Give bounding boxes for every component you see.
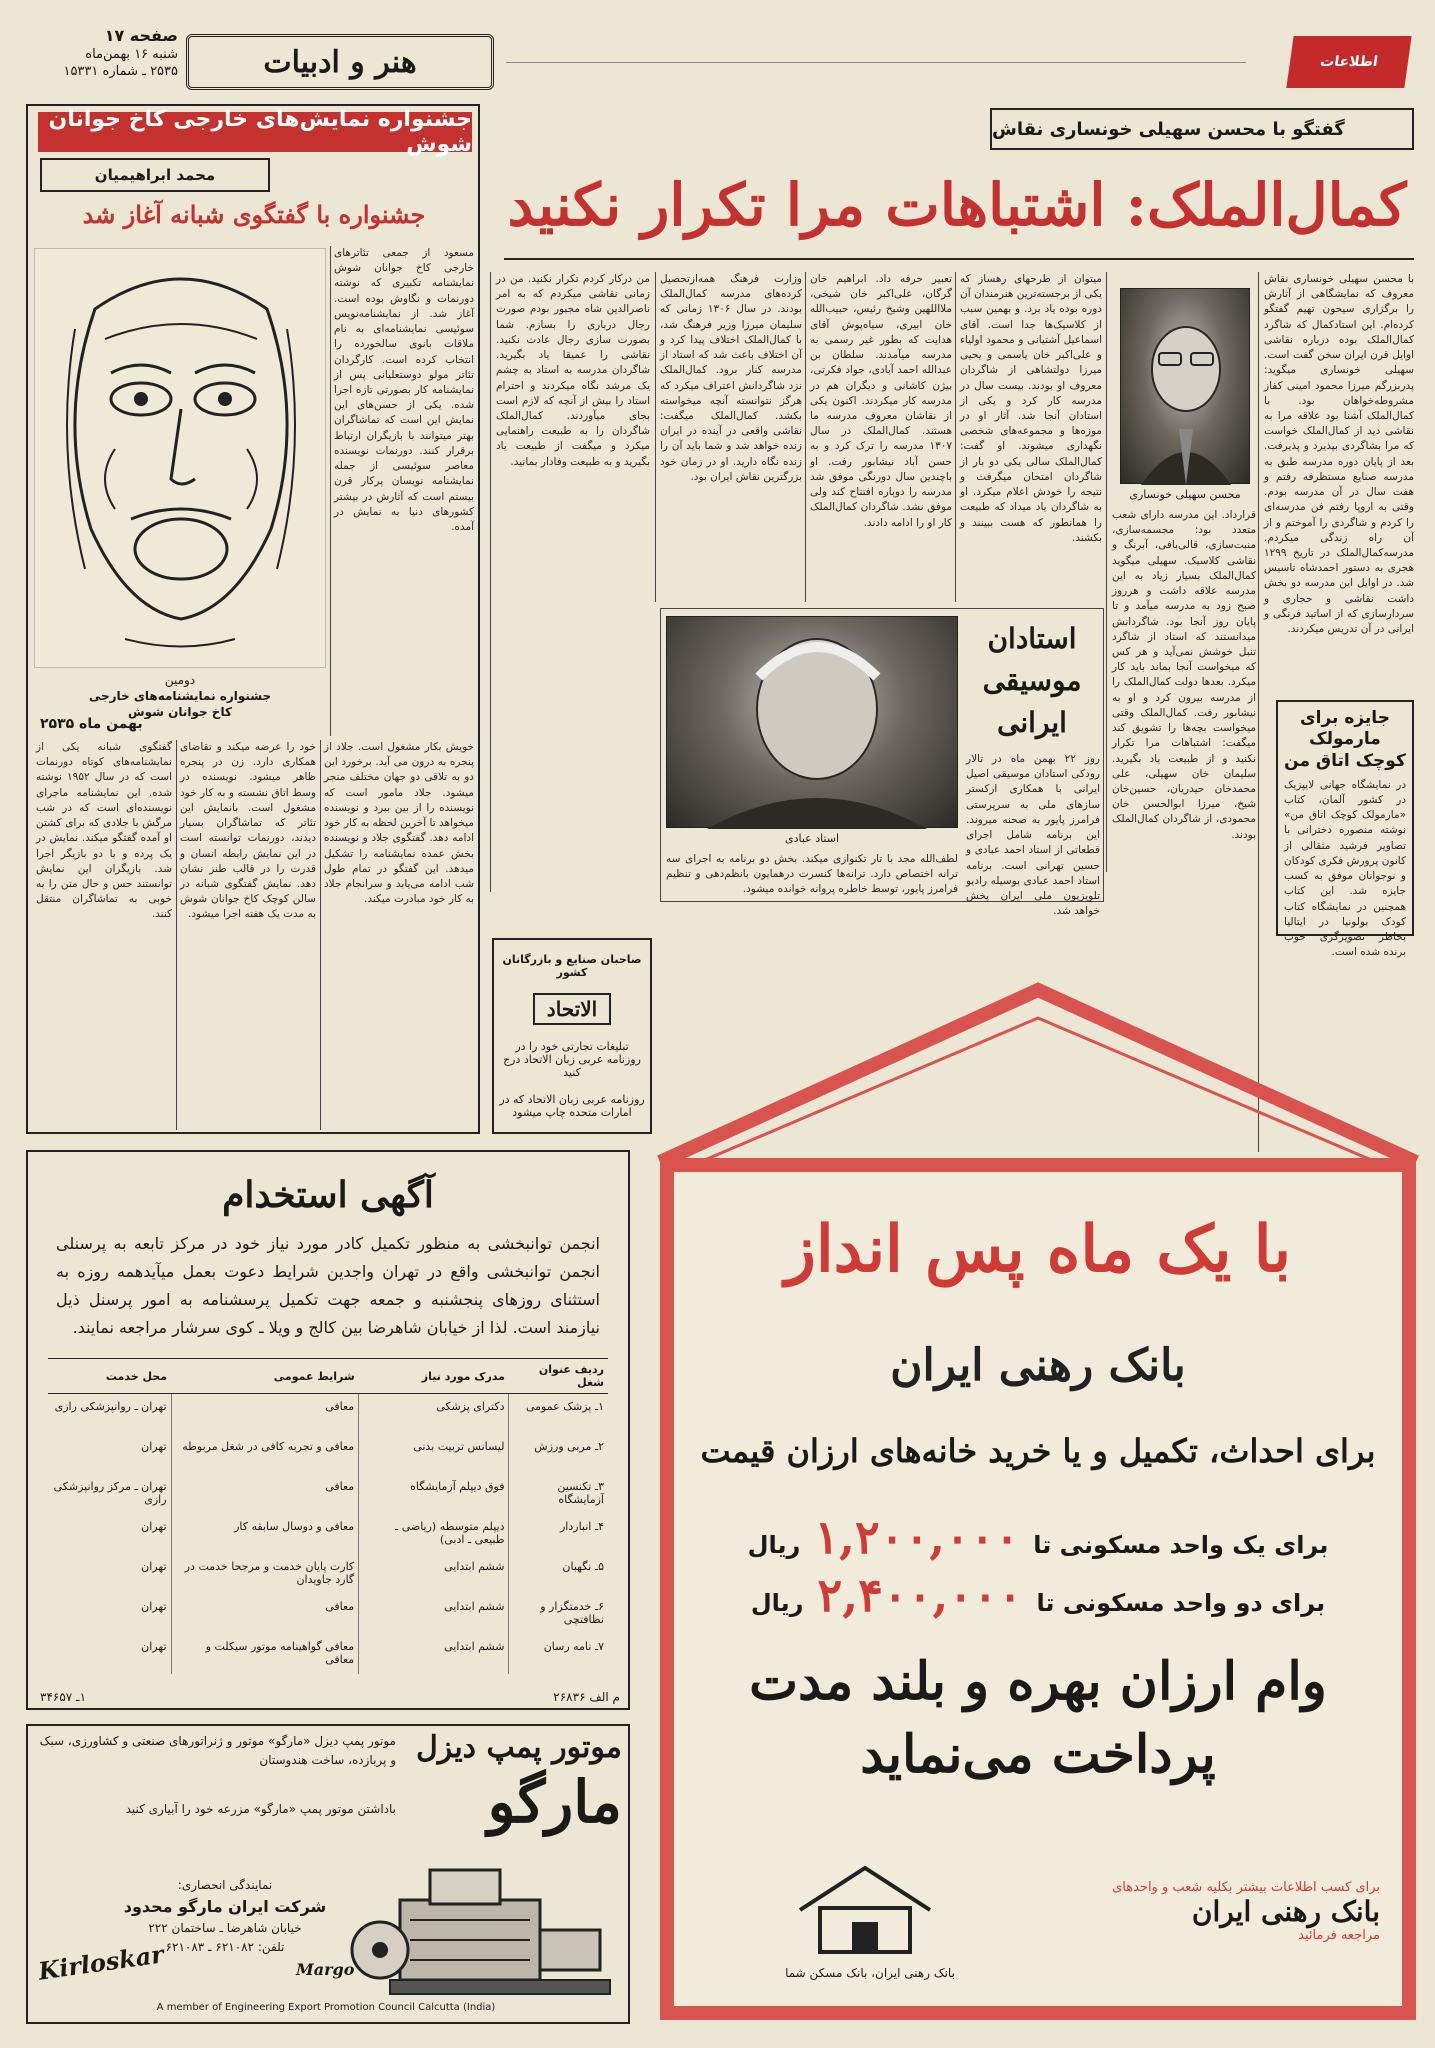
festival-divider-1: [330, 246, 331, 736]
table-row: [48, 1434, 608, 1474]
bank-row-1: [680, 1510, 1396, 1564]
bank-row-2: [680, 1568, 1396, 1622]
article-divider-5: [655, 272, 656, 602]
job-cell: تهران: [141, 1559, 167, 1573]
article-column-3: میتوان از طرحهای رهساز که یکی از برجسته‌ترین هنرمندان آن دوره بوده یاد برد. و بهمین سبب از کلاسیک‌ها جدا است. آقای اسماعیل آشتیانی و محمود اولیاء و علی‌اکبر خان یاسمی و یحیی میرزا دولتشاهی از شاگردان معروف او بودند. بیست سال در مدرسه کار کرد و یکی از استادان آنجا شد. آثار او در موزه‌ها و مجموعه‌های شخصی نگهداری میشوند. او گفت: کمال‌الملک سالی یکی دو بار از شاگردان امتحان میگرفت و نتیجه را خودش اعلام میکرد. او به شاگردان یاد میداد که طبیعت را همانطور که هست ببینند و بکشند.: [960, 273, 1102, 544]
bank-row-1-label: برای یک واحد مسکونی تا: [1033, 1531, 1329, 1559]
header-rule: [506, 62, 1246, 63]
job-cell: ششم ابتدایی: [359, 1554, 509, 1594]
article-headline: کمال‌الملک: اشتباهات مرا تکرار نکنید: [507, 171, 1407, 239]
table-row: [48, 1594, 608, 1634]
article-divider-6: [490, 272, 491, 892]
prize-title: جایزه برای مارمولک کوچک اتاق من: [1284, 708, 1406, 771]
poster-line-1: دومین: [164, 673, 196, 687]
job-cell: ۵ـ نگهبان: [509, 1554, 608, 1594]
bank-subline: برای احداث، تکمیل و یا خرید خانه‌های ارزان قیمت: [700, 1432, 1376, 1470]
job-cell: ششم ابتدایی: [359, 1594, 509, 1634]
bank-row-2-label: برای دو واحد مسکونی تا: [1036, 1589, 1326, 1617]
festival-column-b: خویش بکار مشغول است. جلاد از پنجره به درون می آید. برخورد این دو به تلاقی دو جهان مختلف منجر میشود. جلاد مامور است که نویسنده را از بین ببرد و نویسنده میخواهد تا آخرین لحظه به کار خود ادامه دهد. گفتگوی جلاد و نویسنده بخش عمده نمایشنامه را تشکیل میدهد. این گفتگو در تمام طول شب ادامه می‌یابد و سرانجام جلاد به کار خود مبادرت میکند.: [324, 741, 474, 906]
job-cell: معافی: [171, 1474, 359, 1514]
festival-column-d: گفتگوی شبانه یکی از نمایشنامه‌های کوتاه دورنمات است که در سال ۱۹۵۲ نوشته شده. این نمایشنامه ماجرای نویسنده‌ای است که در شب مرگش با جلادی که برای کشتن او آمده گفتگو میکند. نمایش در یک پرده و با دو بازیگر اجرا شد. بازیگران این نمایش توانستند حس و حال متن را به خوبی به تماشاگران منتقل کنند.: [36, 741, 172, 921]
prize-box: [1276, 700, 1414, 959]
bank-row-1-amount: ۱,۲۰۰,۰۰۰: [814, 1510, 1020, 1564]
section-title-box: [186, 34, 494, 90]
festival-headline: جشنواره با گفتگوی شبانه آغاز شد: [82, 200, 426, 229]
job-cell: فوق دیپلم آزمایشگاه: [359, 1474, 509, 1514]
music-title-line-1: استادان: [987, 622, 1077, 655]
pump-agent: شرکت ایران مارگو محدود: [123, 1896, 327, 1916]
job-cell: ۶ـ خدمتگزار و نظافتچی: [509, 1594, 608, 1634]
job-cell: ششم ابتدایی: [359, 1634, 509, 1674]
music-column-2: لطف‌الله مجد با تار تکنوازی میکند. بخش دو برنامه به اجرای سه ترانه اختصاص دارد. ترانه‌ها کنسرت درهمایون بانظم‌دهی و تنظیم فرامرز پایور، توسط خاطره پروانه خوانده میشود.: [666, 853, 958, 896]
house-icon: [790, 1860, 940, 1960]
portrait-caption: محسن سهیلی خونساری: [1129, 488, 1241, 501]
portrait-soheili-figure: [1121, 289, 1251, 485]
job-cell: معافی: [171, 1594, 359, 1634]
bank-info-block: [1080, 1880, 1380, 1943]
festival-banner: [38, 107, 472, 157]
job-col-location: محل خدمت: [48, 1359, 171, 1394]
bank-loan-line-2: پرداخت می‌نماید: [860, 1723, 1216, 1785]
job-ad: [26, 1150, 630, 1710]
job-col-conditions: شرایط عمومی: [171, 1359, 359, 1394]
newspaper-logo: [1286, 36, 1411, 88]
pump-brand: مارگو: [487, 1768, 622, 1836]
music-title: [966, 618, 1098, 744]
ebadi-caption: استاد عبادی: [784, 832, 840, 845]
table-row: [48, 1514, 608, 1554]
job-ad-code-right: م الف ۲۶۸۳۶: [553, 1690, 620, 1704]
pump-address: خیابان شاهرضا ـ ساختمان ۲۲۲: [148, 1921, 302, 1936]
job-cell: کارت پایان خدمت و مرجحا خدمت در گارد جاویدان: [171, 1554, 359, 1594]
article-column-1: با محسن سهیلی خونساری نقاش معروف که نمایشگاهی از آثارش را برگزاری سیحون تهیم گفتگو کرده‌ام. این استادکمال که شاگرد کمال‌الملک بوده درباره نقاشی اوایل قرن ایران سخن گفت است. سهیلی خونساری میگوید: پدربزرگم میرزا محمود امینی کفاز مشروطه‌خواهان بود. با کمال‌الملک آشنا بود علاقه مرا به نقاشی دید از کمال‌الملک خواست که مرا بشاگردی بپذیرد و پذیرفت. بعد از پایان دوره مدرسه طبق به مدرسه صنایع مستظرفه رفتم و هفت سال در آن مدرسه بودم. وقتی به اروپا رفتم فن مدرسه‌ای را کردم و شاگردی را آموختم و از آن راه زندگی میکردم. مدرسه‌کمال‌الملک در تاریخ ۱۲۹۹ هجری به دستور احمدشاه تاسیس شد. در اوایل این مدرسه دو بخش داشت نقاشی و حجاری و سردارسازی که از اساتید فرنگی و ایرانی در آن تدریس میکردند.: [1264, 273, 1414, 636]
table-row: [48, 1394, 608, 1434]
bank-house-logo: [790, 1860, 940, 1960]
promo-line-1: صاحبان صنایع و بازرگانان کشور: [502, 953, 642, 980]
job-table-header: [48, 1359, 608, 1394]
article-divider-3: [955, 272, 956, 602]
job-ad-body: انجمن توانبخشی به منظور تکمیل کادر مورد نیاز خود در مرکز تابعه به پرسنلی انجمن توانبخشی واقع در تهران واجدین شرایط دعوت بعمل میآیدهمه روزه به استثنای روزهای پنجشنبه و جمعه جهت تکمیل پرسشنامه به امور پرسنل ذیل نیازمند است. لذا از خیابان شاهرضا بین کالج و ویلا ـ کوی سرشار مراجعه نمایند.: [56, 1234, 600, 1337]
pump-phone: تلفن: ۶۲۱۰۸۲ ـ ۶۲۱۰۸۳: [165, 1939, 285, 1954]
festival-column-a: مسعود از جمعی تئاتر‌های خارجی کاخ جوانان شوش نمایشنامه تکبیری که نوشته دورنمات و نگاوش بوده است. آغاز شد. از نمایشنامه‌نویس سوئیسی نمایشنامه‌ای به نام ملاقات بانوی سالخورده را انتخاب کرده است. کارگردان تئاتر مولو دوستعلیانی پس از نمایشنامه کار بصورتی تازه اجرا شده. یکی از حسن‌های این نمایش این است که تماشاگران بهتر میتوانند با بازیگران ارتباط برقرار کنند. دورنمات نویسنده معاصر سوئیسی از جمله نمایشنامه نویسان پرکار قرن بیستم است که آثارش در بیشتر کشورهای دنیا به نمایش در آمده.: [334, 247, 474, 533]
pump-mid-text: باداشتن موتور پمپ «مارگو» مزرعه خود را آبیاری کنید: [125, 1802, 396, 1816]
job-cell: تهران ـ روانپزشکی رازی: [54, 1400, 167, 1413]
headline-rule: [504, 258, 1414, 260]
festival-divider-3: [320, 740, 321, 1130]
job-cell: تهران: [141, 1639, 167, 1653]
bank-row-2-currency: ریال: [750, 1589, 804, 1617]
job-ad-code-left: ۱ـ ۳۴۶۵۷: [40, 1690, 87, 1704]
bank-headline: با یک ماه پس انداز: [784, 1212, 1292, 1287]
promo-logo: الاتحاد: [533, 993, 611, 1025]
article-column-5: وزارت فرهنگ همه‌ازتحصیل کرده‌های مدرسه کمال‌الملک بودند. در سال ۱۳۰۶ زمانی که سلیمان میرزا وزیر فرهنگ شد، با کمال‌الملک اختلاف پیدا کرد و آن اختلاف باعث شد که استاد از مدرسه کنار برود. کمال‌الملک نزد شاگردانش اعتراف میکرد که هرگز نتوانسته آنچه میخواسته بکشد. کمال‌الملک میگفت: نقاشی واقعی در آینده در ایران زنده خواهد شد و شما باید آن را زنده نگاه دارید. او در زمان خود بزرگترین نقاش ایران بود.: [660, 273, 802, 483]
music-title-line-2: موسیقی: [982, 664, 1082, 697]
photo-ebadi-figure: [667, 617, 959, 829]
sketch-face-drawing: [35, 249, 327, 669]
prize-text: در نمایشگاه جهانی لایپزیک در کشور آلمان، کتاب «مارمولک کوچک اتاق من» نوشته منصوره دخترانی با تصاویر فرشید مثقالی از کانون پرورش فکری کودکان و نوجوانان موفق به کسب جایزه شد. این کتاب همچنین در نمایشگاه کتاب کودک بولونیا در ایتالیا بخاطر تصویرگری خوب برنده شده است.: [1284, 778, 1406, 959]
job-cell: دکترای پزشکی: [359, 1394, 509, 1434]
job-cell: ۲ـ مربی ورزش: [509, 1434, 608, 1474]
job-ad-title: آگهی استخدام: [222, 1174, 434, 1216]
bank-name: بانک رهنی ایران: [890, 1340, 1186, 1391]
job-cell: معافی: [171, 1394, 359, 1434]
festival-sketch: [34, 248, 326, 668]
bank-info-refer: مراجعه فرمائید: [1298, 1928, 1380, 1943]
job-cell: معافی و دوسال سابقه کار: [171, 1514, 359, 1554]
article-divider-4: [805, 272, 806, 602]
bank-loan-line-1: وام ارزان بهره و بلند مدت: [749, 1651, 1327, 1712]
job-cell: ۴ـ انباردار: [509, 1514, 608, 1554]
article-column-2: قرارداد. این مدرسه دارای شعب متعدد بود: مجسمه‌سازی، منبت‌سازی، قالی‌بافی، آبرنگ و نقاشی کلاسیک. سهیلی میگوید کمال‌الملک بسیار زیاد به این مدرسه علاقه داشت و هرروز صبح زود به مدرسه میآمد و تا پایان روز آنجا بود. شاگردانش میدانستند که استاد از شاگرد تنبل خوشش نمی‌آید و هر کس که میخواست آنجا بماند باید کار میکرد. بعدها دولت کمال‌الملک را از مدرسه بیرون کرد و او به نیشابور رفت. کمال‌الملک وقتی میخواست بچه‌ها را تشویق کند میگفت: اشتباهات مرا تکرار نکنید و از طبیعت یاد بگیرید. سلیمان خان سهیلی، علی محمدخان حیدریان، حسین‌خان شیخ، میرزا ابوالحسن خان محمودی، از شاگردان کمال‌الملک بودند.: [1112, 509, 1256, 841]
table-row: [48, 1634, 608, 1674]
article-column-6: من درکار کردم تکرار نکنید. من در زمانی نقاشی میکردم که به امر ناصرالدین شاه مجبور بودم صورت رجال درباری را بسازم. شما بصورت سازی رجال عادت نکنید. نقاشی را عمیقا یاد بگیرید. شاگردان مدرسه به استاد به چشم یک مرشد نگاه میکردند و احترام استاد را بیش از آنچه که لازم است بجای میآوردند. کمال‌الملک شاگردان را به طبیعت راهنمایی میکرد و میگفت از طبیعت یاد بگیرید و به طبیعت وفادار بمانید.: [496, 273, 650, 468]
issue-line: ۲۵۳۵ ـ شماره ۱۵۳۳۱: [63, 63, 178, 79]
job-cell: تهران: [141, 1519, 167, 1533]
job-cell: معافی گواهینامه موتور سیکلت و معافی: [171, 1634, 359, 1674]
alettehad-promo: [492, 938, 652, 1134]
bank-ad-roof: [660, 982, 1416, 1182]
table-row: [48, 1554, 608, 1594]
article-divider-2: [1106, 272, 1107, 872]
job-col-degree: مدرک مورد نیاز: [359, 1359, 509, 1394]
job-cell: تهران: [141, 1599, 167, 1613]
job-cell: ۷ـ نامه رسان: [509, 1634, 608, 1674]
poster-line-2: جشنواره نمایشنامه‌های خارجی: [88, 689, 272, 704]
promo-line-3: روزنامه عربی زبان الاتحاد که در امارات متحده چاپ میشود: [499, 1092, 645, 1119]
table-row: [48, 1474, 608, 1514]
poster-line-3: کاخ جوانان شوش: [128, 705, 232, 720]
poster-date: بهمن ماه ۲۵۳۵: [40, 716, 143, 732]
bank-loan: [680, 1646, 1396, 1792]
job-cell: معافی و تجربه کافی در شغل مربوطه: [171, 1434, 359, 1474]
kirloskar-logo: Kirloskar: [36, 1939, 166, 1986]
music-title-line-3: ایرانی: [997, 706, 1067, 739]
promo-line-2: تبلیغات تجارتی خود را در روزنامه عربی زبان الاتحاد درج کنید: [503, 1039, 641, 1079]
article-kicker-box: [990, 108, 1414, 150]
job-cell: لیسانس تربیت بدنی: [359, 1434, 509, 1474]
festival-author: محمد ابراهیمیان: [94, 166, 216, 184]
page-info: [28, 26, 178, 81]
pump-footnote: A member of Engineering Export Promotion Council Calcutta (India): [156, 2002, 496, 2013]
pump-title: موتور پمپ دیزل: [415, 1730, 622, 1765]
festival-banner-text: جشنواره نمایش‌های خارجی کاخ جوانان شوش: [48, 107, 472, 157]
pump-engine-drawing: [350, 1860, 620, 2010]
festival-column-c: خود را عرضه میکند و تقاضای همکاری دارد. زن در پنجره ظاهر میشود. نویسنده در وسط اتاق نشسته و به کار خود مشغول است. بانمایش این تئاتر که تماشاگران بسیار دیدند، دورنمات توانسته است در این نمایش رابطه انسان و قدرت را در قالب طنز نشان دهد. نمایش گفتگوی شبانه در سالن کوچک کاخ جوانان شوش به مدت یک هفته اجرا میشود.: [180, 741, 316, 921]
bank-info-red: برای کسب اطلاعات بیشتر بکلیه شعب و واحدهای: [1112, 1880, 1380, 1895]
job-cell: تهران: [141, 1439, 167, 1453]
article-column-4: تعبیر حرفه داد. ابراهیم خان گرگان، علی‌اکبر خان شیخی، ملااللهین وشیخ رئیس، حبیب‌الله خان ابیری، سیاه‌پوش آقای هدایت که بطور غیر رسمی به مدرسه میآمدند. سلطان بن عبدالله احمد آبادی، جواد فکرتی، بیژن کاشانی و دیگران هم در مدرسه کار میکردند. اکنون یکی از نقاشان معروف مدرسه ما هستند. کمال‌الملک در سال ۱۳۰۷ مدرسه را ترک کرد و به حسن آباد نیشابور رفت. او باچندین سال دورنگی موفق شد مدرسه را دوباره افتتاح کند ولی موفق نشد. شاگردان کمال‌الملک کار او را ادامه دادند.: [810, 273, 952, 529]
job-cell: ۱ـ پزشک عمومی: [509, 1394, 608, 1434]
bank-logo-caption: بانک رهنی ایران، بانک مسکن شما: [785, 1966, 955, 1980]
date-line: شنبه ۱۶ بهمن‌ماه: [85, 46, 178, 62]
bank-row-2-amount: ۲,۴۰۰,۰۰۰: [817, 1568, 1023, 1622]
job-cell: دیپلم متوسطه (ریاضی ـ طبیعی ـ ادبی): [359, 1514, 509, 1554]
festival-author-box: [40, 158, 270, 192]
job-cell: تهران ـ مرکز روانپزشکی رازی: [53, 1479, 167, 1506]
bank-info-name: بانک رهنی ایران: [1191, 1895, 1380, 1928]
pump-agent-label: نمایندگی انحصاری:: [177, 1878, 273, 1892]
margo-logo: Margo: [296, 1960, 355, 1979]
job-table-wrap: [48, 1358, 608, 1674]
music-column-1: روز ۲۲ بهمن ماه در تالار رودکی استادان موسیقی اصیل ایرانی با همکاری ارکستر سازهای ملی به سرپرستی فرامرز پایور به صحنه میروند. این برنامه شامل اجرای قطعاتی از استاد احمد عبادی و حسین تهرانی است. برنامه استاد احمد عبادی بوسیله رادیو تلویزیون ملی ایران پخش خواهد شد.: [966, 753, 1100, 918]
section-title: هنر و ادبیات: [263, 44, 417, 80]
portrait-soheili: [1120, 288, 1250, 484]
job-col-title: ردیف عنوان شغل: [509, 1359, 608, 1394]
festival-divider-2: [176, 740, 177, 1130]
newspaper-logo-text: اطلاعات: [1319, 54, 1379, 70]
article-kicker: گفتگو با محسن سهیلی خونساری نقاش: [992, 118, 1345, 140]
pump-engine-illustration: [350, 1860, 620, 2010]
bank-row-1-currency: ریال: [747, 1531, 801, 1559]
page-number: صفحه ۱۷: [104, 26, 178, 45]
pump-top-text: موتور پمپ دیزل «مارگو» موتور و ژنراتورهای صنعتی و کشاورزی، سبک و پربازده، ساخت هندوستان: [39, 1734, 396, 1767]
job-table: [48, 1358, 608, 1674]
photo-ebadi: [666, 616, 958, 828]
job-cell: ۳ـ تکنسین آزمایشگاه: [509, 1474, 608, 1514]
